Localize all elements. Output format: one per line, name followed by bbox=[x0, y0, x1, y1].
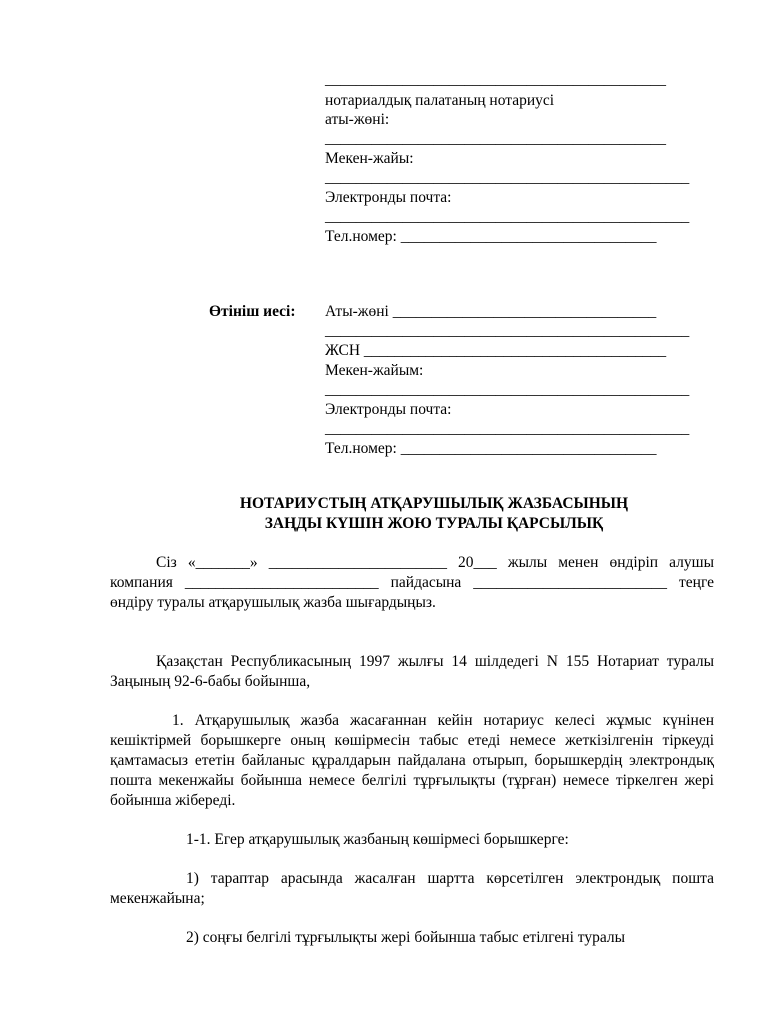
paragraph-item-1: 1) тараптар арасында жасалған шартта көрсетілген электрондық пошта мекенжайына; bbox=[110, 870, 714, 907]
document-title-line1: НОТАРИУСТЫҢ АТҚАРУШЫЛЫҚ ЖАЗБАСЫНЫҢ bbox=[239, 495, 629, 512]
notary-name-line: ____________________________________________ bbox=[325, 130, 666, 147]
applicant-iin: ЖСН _______________________________________ bbox=[325, 342, 667, 359]
applicant-address-line: _______________________________________________ bbox=[325, 381, 690, 398]
applicant-address-label: Мекен-жайым: bbox=[325, 362, 424, 379]
notary-blank-line: ____________________________________________ bbox=[325, 71, 666, 88]
paragraph-intro: Сіз «_______» _______________________ 20___ жылы менен өндіріп алушы компания _________________________ пайдасына _________________________ теңге өндіру туралы атқарушылық жазба шығардыңыз. bbox=[110, 554, 714, 611]
document-title-line2: ЗАҢДЫ КҮШІН ЖОЮ ТУРАЛЫ ҚАРСЫЛЫҚ bbox=[264, 515, 604, 532]
applicant-label: Өтініш иесі: bbox=[209, 303, 296, 320]
paragraph-clause-1: 1. Атқарушылық жазба жасағаннан кейін нотариус келесі жұмыс күнінен кешіктірмей борышкерге оның көшірмесін табыс етеді немесе жеткізілгенін тіркеуді қамтамасыз ететін байланыс құралдарын пайдалана отырып, борышкердің электрондық пошта мекенжайы бойынша немесе белгілі тұрғылықты (тұрған) немесе тіркелген жері бойынша жібереді. bbox=[110, 712, 714, 809]
notary-email-line: _______________________________________________ bbox=[325, 208, 690, 225]
applicant-email-line: _______________________________________________ bbox=[325, 420, 690, 437]
notary-email-label: Электронды почта: bbox=[325, 189, 452, 206]
applicant-phone: Тел.номер: _________________________________ bbox=[325, 440, 657, 457]
notary-phone: Тел.номер: _________________________________ bbox=[325, 228, 657, 245]
applicant-email-label: Электронды почта: bbox=[325, 401, 452, 418]
notary-chamber-label: нотариалдық палатаның нотариусі bbox=[325, 92, 555, 109]
notary-address-line: _______________________________________________ bbox=[325, 169, 690, 186]
paragraph-clause-1-1: 1-1. Егер атқарушылық жазбаның көшірмесі борышкерге: bbox=[186, 831, 569, 848]
applicant-name-line: _______________________________________________ bbox=[325, 322, 690, 339]
notary-name-label: аты-жөні: bbox=[325, 111, 390, 128]
paragraph-law-reference: Қазақстан Республикасының 1997 жылғы 14 шілдедегі N 155 Нотариат туралы Заңының 92-6-бабы бойынша, bbox=[110, 653, 714, 690]
applicant-name: Аты-жөні __________________________________ bbox=[325, 303, 657, 320]
notary-address-label: Мекен-жайы: bbox=[325, 150, 414, 167]
paragraph-item-2: 2) соңғы белгілі тұрғылықты жері бойынша табыс етілгені туралы bbox=[186, 929, 626, 946]
